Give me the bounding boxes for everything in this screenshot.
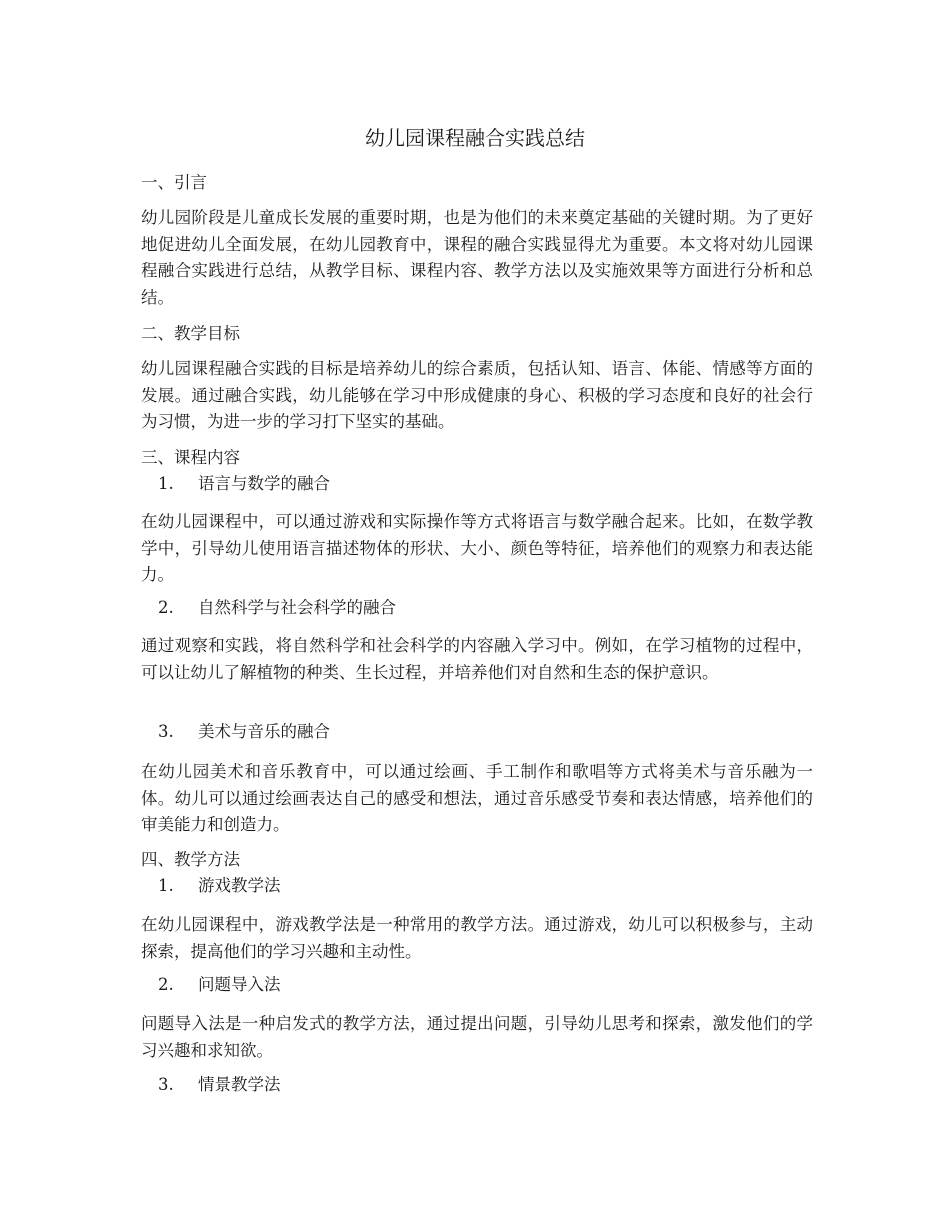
list-item-title: 自然科学与社会科学的融合 xyxy=(198,598,396,617)
section-heading-content: 三、课程内容 xyxy=(141,448,240,467)
methods-item-3-title xyxy=(158,1073,281,1097)
section-heading-goals: 二、教学目标 xyxy=(141,324,240,343)
list-number: 2. xyxy=(158,975,174,994)
methods-item-2-title xyxy=(158,973,281,997)
section-heading-intro: 一、引言 xyxy=(141,173,207,192)
content-item-1-paragraph: 在幼儿园课程中，可以通过游戏和实际操作等方式将语言与数学融合起来。比如，在数学教学中，引导幼儿使用语言描述物体的形状、大小、颜色等特征，培养他们的观察力和表达能力。 xyxy=(141,512,813,584)
list-number: 1. xyxy=(158,876,174,895)
content-item-2-paragraph: 通过观察和实践，将自然科学和社会科学的内容融入学习中。例如，在学习植物的过程中，可以让幼儿了解植物的种类、生长过程，并培养他们对自然和生态的保护意识。 xyxy=(141,636,813,682)
list-item-title: 问题导入法 xyxy=(198,975,281,994)
intro-paragraph: 幼儿园阶段是儿童成长发展的重要时期，也是为他们的未来奠定基础的关键时期。为了更好地促进幼儿全面发展，在幼儿园教育中，课程的融合实践显得尤为重要。本文将对幼儿园课程融合实践进行总结，从教学目标、课程内容、教学方法以及实施效果等方面进行分析和总结。 xyxy=(141,208,813,307)
content-item-3-title xyxy=(158,720,330,744)
methods-item-1-title xyxy=(158,874,281,898)
list-item-title: 语言与数学的融合 xyxy=(198,474,330,493)
list-number: 3. xyxy=(158,722,174,741)
list-number: 3. xyxy=(158,1075,174,1094)
list-number: 1. xyxy=(158,474,174,493)
content-item-1-title xyxy=(158,472,330,496)
list-item-title: 游戏教学法 xyxy=(198,876,281,895)
goals-paragraph: 幼儿园课程融合实践的目标是培养幼儿的综合素质，包括认知、语言、体能、情感等方面的发展。通过融合实践，幼儿能够在学习中形成健康的身心、积极的学习态度和良好的社会行为习惯，为进一步的学习打下坚实的基础。 xyxy=(141,359,813,431)
document-title: 幼儿园课程融合实践总结 xyxy=(365,126,585,150)
content-item-3-paragraph: 在幼儿园美术和音乐教育中，可以通过绘画、手工制作和歌唱等方式将美术与音乐融为一体。幼儿可以通过绘画表达自己的感受和想法，通过音乐感受节奏和表达情感，培养他们的审美能力和创造力。 xyxy=(141,762,813,834)
methods-item-2-paragraph: 问题导入法是一种启发式的教学方法，通过提出问题，引导幼儿思考和探索，激发他们的学习兴趣和求知欲。 xyxy=(141,1014,813,1060)
content-item-2-title xyxy=(158,596,396,620)
methods-item-1-paragraph: 在幼儿园课程中，游戏教学法是一种常用的教学方法。通过游戏，幼儿可以积极参与，主动探索，提高他们的学习兴趣和主动性。 xyxy=(141,915,813,961)
list-number: 2. xyxy=(158,598,174,617)
list-item-title: 情景教学法 xyxy=(198,1075,281,1094)
section-heading-methods: 四、教学方法 xyxy=(141,850,240,869)
list-item-title: 美术与音乐的融合 xyxy=(198,722,330,741)
